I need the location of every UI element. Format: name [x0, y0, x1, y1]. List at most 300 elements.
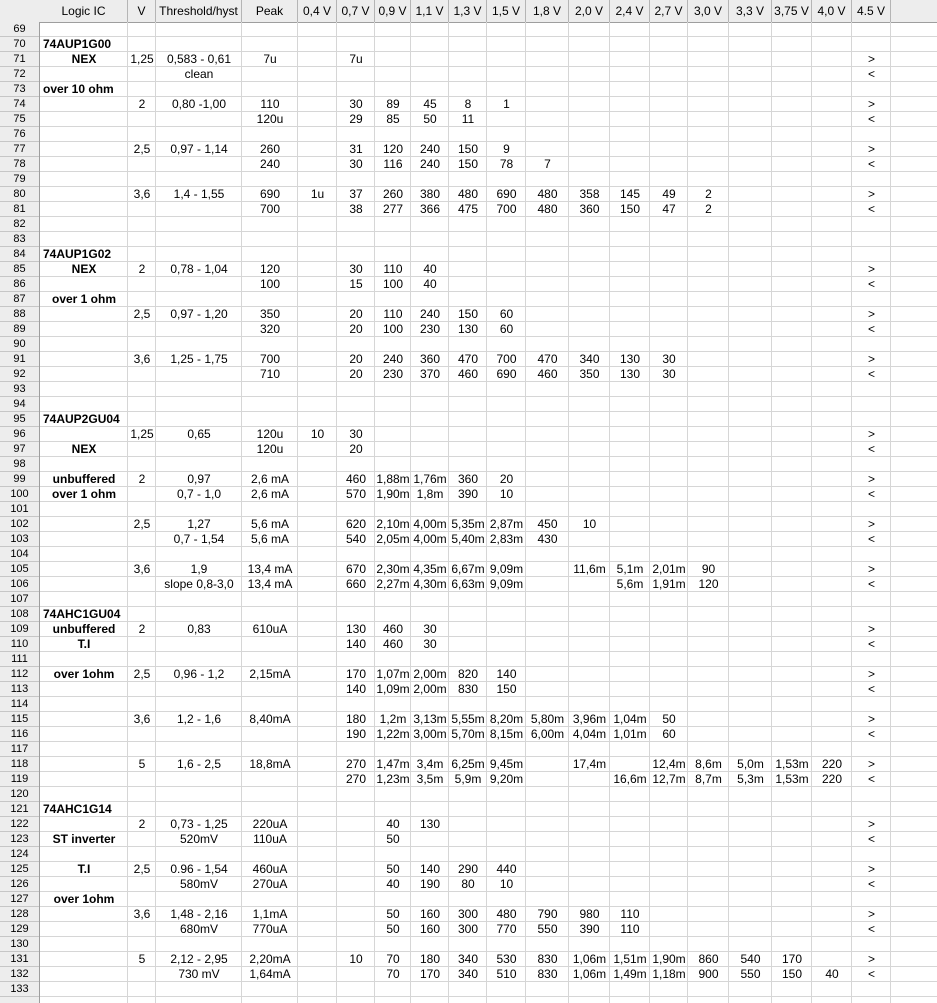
row-header[interactable]: 105 [0, 562, 39, 577]
row-header[interactable]: 69 [0, 22, 39, 37]
row-header[interactable]: 78 [0, 157, 39, 172]
cell-v15[interactable]: 9,09m [489, 562, 524, 576]
cell-th[interactable]: 1,27 [187, 517, 211, 531]
cell-v20[interactable]: 4,04m [572, 727, 607, 741]
cell-v15[interactable]: 60 [499, 307, 514, 321]
cell-v07[interactable]: 7u [349, 52, 363, 66]
row-header[interactable]: 77 [0, 142, 39, 157]
column-header-v24[interactable]: 2,4 V [610, 0, 650, 22]
cell-v375[interactable]: 1,53m [775, 757, 809, 771]
cell-v11[interactable]: 130 [419, 817, 441, 831]
cell-ic[interactable]: unbuffered [52, 472, 116, 486]
cell-v09[interactable]: 100 [382, 277, 404, 291]
cell-v45[interactable]: > [867, 97, 875, 111]
cell-peak[interactable]: 2,6 mA [250, 487, 289, 501]
cell-peak[interactable]: 120 [259, 262, 281, 276]
cell-v15[interactable]: 690 [496, 367, 517, 381]
cell-v18[interactable]: 6,00m [530, 727, 565, 741]
cell-v15[interactable]: 8,20m [489, 712, 524, 726]
row-header[interactable]: 88 [0, 307, 39, 322]
row-header[interactable]: 120 [0, 787, 39, 802]
row-header[interactable]: 121 [0, 802, 39, 817]
row-header[interactable]: 119 [0, 772, 39, 787]
cell-v33[interactable]: 5,3m [737, 772, 764, 786]
cell-v07[interactable]: 130 [345, 622, 367, 636]
cell-th[interactable]: 2,12 - 2,95 [170, 952, 228, 966]
cell-v27[interactable]: 49 [662, 187, 676, 201]
cell-v09[interactable]: 240 [382, 352, 404, 366]
cell-peak[interactable]: 320 [259, 322, 281, 336]
cell-v15[interactable]: 2,83m [489, 532, 524, 546]
cell-v15[interactable]: 20 [499, 472, 514, 486]
cell-peak[interactable]: 350 [259, 307, 281, 321]
row-header[interactable]: 83 [0, 232, 39, 247]
cell-v09[interactable]: 1,22m [376, 727, 410, 741]
cell-v30[interactable]: 8,7m [695, 772, 722, 786]
cell-th[interactable]: 0.96 - 1,54 [170, 862, 228, 876]
cell-v45[interactable]: > [867, 52, 875, 66]
cell-v15[interactable]: 9,20m [489, 772, 524, 786]
cell-th[interactable]: 0,97 - 1,20 [170, 307, 228, 321]
cell-v13[interactable]: 6,67m [451, 562, 485, 576]
cell-v11[interactable]: 40 [423, 262, 437, 276]
column-header-v15[interactable]: 1,5 V [487, 0, 526, 22]
cell-ic[interactable]: unbuffered [52, 622, 116, 636]
cell-v45[interactable]: < [867, 157, 875, 171]
cell-v18[interactable]: 550 [537, 922, 558, 936]
cell-peak[interactable]: 460uA [252, 862, 288, 876]
cell-v45[interactable]: < [867, 442, 875, 456]
row-header[interactable]: 104 [0, 547, 39, 562]
row-header[interactable]: 73 [0, 82, 39, 97]
cell-v24[interactable]: 145 [619, 187, 641, 201]
cell-v45[interactable]: < [867, 637, 875, 651]
cell-v24[interactable]: 110 [620, 907, 640, 921]
cell-v45[interactable]: < [867, 367, 875, 381]
cell-v45[interactable]: < [867, 832, 875, 846]
cell-v11[interactable]: 190 [419, 877, 441, 891]
cell-v15[interactable]: 60 [499, 322, 514, 336]
row-header[interactable]: 129 [0, 922, 39, 937]
row-header[interactable]: 114 [0, 697, 39, 712]
cell-v40[interactable]: 220 [821, 757, 843, 771]
cell-v11[interactable]: 380 [419, 187, 441, 201]
cell-peak[interactable]: 700 [259, 202, 281, 216]
column-header-v[interactable]: V [128, 0, 156, 22]
row-header[interactable]: 99 [0, 472, 39, 487]
row-header[interactable]: 128 [0, 907, 39, 922]
row-header[interactable]: 96 [0, 427, 39, 442]
row-header[interactable]: 89 [0, 322, 39, 337]
cell-v27[interactable]: 1,91m [652, 577, 686, 591]
row-header[interactable]: 79 [0, 172, 39, 187]
cell-v11[interactable]: 3,5m [416, 772, 444, 786]
cell-ic[interactable]: NEX [71, 442, 97, 456]
row-header[interactable]: 100 [0, 487, 39, 502]
column-header-peak[interactable]: Peak [242, 0, 298, 22]
cell-v20[interactable]: 358 [579, 187, 600, 201]
row-header[interactable]: 111 [0, 652, 39, 667]
cell-v11[interactable]: 140 [419, 862, 441, 876]
cell-v15[interactable]: 690 [496, 187, 517, 201]
cell-v18[interactable]: 790 [537, 907, 558, 921]
cell-v13[interactable]: 5,40m [451, 532, 485, 546]
cell-v13[interactable]: 6,63m [451, 577, 485, 591]
cell-v45[interactable]: > [867, 667, 875, 681]
cell-v[interactable]: 3,6 [133, 562, 151, 576]
cell-v07[interactable]: 30 [349, 157, 363, 171]
row-header[interactable]: 108 [0, 607, 39, 622]
cell-peak[interactable]: 770uA [252, 922, 288, 936]
row-header[interactable]: 97 [0, 442, 39, 457]
cell-v30[interactable]: 2 [705, 202, 712, 216]
cell-v04[interactable]: 10 [310, 427, 325, 441]
cell-th[interactable]: 0,583 - 0,61 [166, 52, 232, 66]
column-header-ic[interactable]: Logic IC [40, 0, 128, 22]
row-header[interactable]: 112 [0, 667, 39, 682]
row-header[interactable]: 93 [0, 382, 39, 397]
cell-v30[interactable]: 860 [698, 952, 719, 966]
cell-v18[interactable]: 460 [537, 367, 558, 381]
cell-v20[interactable]: 17,4m [572, 757, 607, 771]
cell-v09[interactable]: 100 [382, 322, 404, 336]
cell-v[interactable]: 2 [138, 472, 146, 486]
cell-v07[interactable]: 20 [349, 442, 363, 456]
cell-v15[interactable]: 150 [496, 682, 517, 696]
cell-th[interactable]: 730 mV [178, 967, 220, 981]
cell-th[interactable]: slope 0,8-3,0 [164, 577, 234, 591]
cell-peak[interactable]: 2,15mA [249, 667, 291, 681]
cell-v07[interactable]: 20 [349, 352, 363, 366]
cell-v[interactable]: 2,5 [133, 862, 151, 876]
cell-ic[interactable]: NEX [71, 262, 97, 276]
cell-v27[interactable]: 60 [662, 727, 676, 741]
row-header[interactable]: 91 [0, 352, 39, 367]
row-header[interactable]: 71 [0, 52, 39, 67]
cell-ic[interactable]: 74AHC1G14 [43, 802, 112, 816]
row-header[interactable]: 131 [0, 952, 39, 967]
cell-v40[interactable]: 220 [821, 772, 843, 786]
cell-v07[interactable]: 30 [349, 262, 363, 276]
cell-v45[interactable]: > [867, 952, 875, 966]
cell-v27[interactable]: 50 [662, 712, 676, 726]
row-header[interactable]: 86 [0, 277, 39, 292]
cell-v07[interactable]: 38 [349, 202, 363, 216]
cell-v18[interactable]: 830 [537, 952, 558, 966]
cell-v45[interactable]: < [867, 322, 875, 336]
cell-th[interactable]: 1,4 - 1,55 [173, 187, 225, 201]
cell-v18[interactable]: 830 [537, 967, 558, 981]
cell-v13[interactable]: 460 [457, 367, 479, 381]
cell-v20[interactable]: 360 [579, 202, 600, 216]
column-header-v09[interactable]: 0,9 V [375, 0, 411, 22]
cell-peak[interactable]: 5,6 mA [250, 517, 289, 531]
cell-v27[interactable]: 2,01m [652, 562, 686, 576]
cell-v07[interactable]: 20 [349, 322, 363, 336]
row-header[interactable]: 127 [0, 892, 39, 907]
cell-v09[interactable]: 50 [386, 862, 400, 876]
cell-v11[interactable]: 45 [423, 97, 437, 111]
cell-v07[interactable]: 10 [349, 952, 363, 966]
cell-ic[interactable]: 74AUP1G02 [43, 247, 112, 261]
cell-v20[interactable]: 1,06m [572, 967, 607, 981]
cell-v45[interactable]: < [867, 772, 875, 786]
cell-v[interactable]: 5 [138, 952, 146, 966]
cell-v11[interactable]: 366 [419, 202, 441, 216]
cell-v13[interactable]: 300 [457, 922, 479, 936]
row-header[interactable]: 84 [0, 247, 39, 262]
cell-v40[interactable]: 40 [825, 967, 839, 981]
cell-v[interactable]: 1,25 [130, 427, 154, 441]
cell-v15[interactable]: 9 [503, 142, 510, 156]
cell-v11[interactable]: 4,00m [413, 517, 447, 531]
cell-th[interactable]: 0,73 - 1,25 [170, 817, 228, 831]
cell-v11[interactable]: 240 [419, 157, 441, 171]
cell-v[interactable]: 2 [138, 622, 146, 636]
cell-v13[interactable]: 470 [457, 352, 479, 366]
cell-v18[interactable]: 450 [537, 517, 558, 531]
cell-v09[interactable]: 40 [386, 877, 400, 891]
cell-v375[interactable]: 170 [781, 952, 803, 966]
cell-v24[interactable]: 16,6m [613, 772, 647, 786]
cell-th[interactable]: 0,7 - 1,54 [173, 532, 225, 546]
cell-v15[interactable]: 78 [499, 157, 514, 171]
cell-v09[interactable]: 50 [386, 922, 400, 936]
cell-v45[interactable]: < [867, 922, 875, 936]
cell-v20[interactable]: 1,06m [572, 952, 607, 966]
column-header-v11[interactable]: 1,1 V [411, 0, 449, 22]
row-header[interactable]: 95 [0, 412, 39, 427]
cell-v07[interactable]: 30 [349, 427, 363, 441]
row-header[interactable]: 118 [0, 757, 39, 772]
cell-v20[interactable]: 11,6m [573, 562, 606, 576]
cell-v07[interactable]: 140 [345, 682, 367, 696]
cell-v07[interactable]: 540 [345, 532, 367, 546]
cell-peak[interactable]: 7u [263, 52, 277, 66]
cell-th[interactable]: 0,7 - 1,0 [176, 487, 222, 501]
cell-v[interactable]: 2,5 [133, 517, 151, 531]
cell-v11[interactable]: 1,76m [413, 472, 447, 486]
cell-v09[interactable]: 120 [382, 142, 404, 156]
row-header[interactable]: 70 [0, 37, 39, 52]
cell-v09[interactable]: 1,90m [376, 487, 410, 501]
cell-v13[interactable]: 830 [457, 682, 479, 696]
cell-v07[interactable]: 30 [349, 97, 363, 111]
cell-v375[interactable]: 1,53m [775, 772, 809, 786]
cell-v09[interactable]: 230 [382, 367, 404, 381]
cell-v20[interactable]: 350 [579, 367, 600, 381]
cell-v33[interactable]: 540 [740, 952, 761, 966]
cell-v45[interactable]: > [867, 187, 875, 201]
row-header[interactable]: 116 [0, 727, 39, 742]
cell-peak[interactable]: 18,8mA [249, 757, 291, 771]
cell-peak[interactable]: 2,20mA [249, 952, 291, 966]
cell-v45[interactable]: < [867, 487, 875, 501]
cell-v09[interactable]: 1,47m [376, 757, 410, 771]
cell-v09[interactable]: 277 [382, 202, 404, 216]
cell-ic[interactable]: over 1ohm [53, 667, 115, 681]
row-header[interactable]: 115 [0, 712, 39, 727]
cell-v15[interactable]: 2,87m [489, 517, 524, 531]
cell-ic[interactable]: over 1 ohm [51, 292, 117, 306]
cell-peak[interactable]: 2,6 mA [250, 472, 289, 486]
cell-peak[interactable]: 1,64mA [249, 967, 291, 981]
cell-v24[interactable]: 1,49m [613, 967, 647, 981]
cell-v13[interactable]: 5,55m [451, 712, 485, 726]
cell-v11[interactable]: 180 [419, 952, 441, 966]
cell-v18[interactable]: 470 [537, 352, 558, 366]
row-header[interactable]: 98 [0, 457, 39, 472]
cell-ic[interactable]: ST inverter [52, 832, 116, 846]
cell-v09[interactable]: 110 [383, 262, 403, 276]
row-header[interactable]: 126 [0, 877, 39, 892]
cell-v09[interactable]: 116 [383, 157, 403, 171]
cell-v45[interactable]: > [867, 307, 875, 321]
cell-v07[interactable]: 570 [345, 487, 367, 501]
cell-th[interactable]: 520mV [179, 832, 219, 846]
row-header[interactable]: 85 [0, 262, 39, 277]
cell-v45[interactable]: > [867, 472, 875, 486]
cell-v13[interactable]: 150 [457, 307, 479, 321]
row-header[interactable]: 82 [0, 217, 39, 232]
cell-ic[interactable]: 74AUP1G00 [43, 37, 112, 51]
cell-v15[interactable]: 9,45m [489, 757, 524, 771]
cell-v11[interactable]: 3,13m [413, 712, 447, 726]
cell-peak[interactable]: 610uA [252, 622, 288, 636]
cell-v45[interactable]: < [867, 112, 875, 126]
cell-v45[interactable]: > [867, 907, 875, 921]
cell-peak[interactable]: 110 [260, 97, 280, 111]
cell-th[interactable]: 0,97 - 1,14 [170, 142, 228, 156]
cell-v07[interactable]: 20 [349, 367, 363, 381]
cell-v09[interactable]: 1,23m [376, 772, 410, 786]
cell-v20[interactable]: 980 [579, 907, 600, 921]
cell-v18[interactable]: 430 [537, 532, 558, 546]
cell-v13[interactable]: 6,25m [451, 757, 485, 771]
cell-v27[interactable]: 1,90m [652, 952, 686, 966]
cell-peak[interactable]: 240 [259, 157, 281, 171]
cell-v45[interactable]: < [867, 202, 875, 216]
cell-v[interactable]: 2 [138, 97, 146, 111]
cell-th[interactable]: 0,80 -1,00 [171, 97, 227, 111]
cell-v13[interactable]: 390 [457, 487, 479, 501]
cell-v[interactable]: 3,6 [133, 712, 151, 726]
cell-v45[interactable]: < [867, 682, 875, 696]
cell-v15[interactable]: 510 [496, 967, 517, 981]
cell-peak[interactable]: 690 [259, 187, 281, 201]
cell-v15[interactable]: 530 [496, 952, 517, 966]
row-header[interactable]: 107 [0, 592, 39, 607]
cell-th[interactable]: 680mV [179, 922, 219, 936]
cell-v24[interactable]: 1,01m [613, 727, 647, 741]
cell-v45[interactable]: > [867, 562, 875, 576]
cell-peak[interactable]: 13,4 mA [247, 562, 293, 576]
cell-v15[interactable]: 700 [496, 202, 517, 216]
cell-v13[interactable]: 290 [457, 862, 479, 876]
cell-v07[interactable]: 140 [345, 637, 367, 651]
cell-v07[interactable]: 29 [349, 112, 363, 126]
cell-v13[interactable]: 475 [457, 202, 479, 216]
cell-peak[interactable]: 100 [259, 277, 281, 291]
cell-v30[interactable]: 120 [698, 577, 719, 591]
cell-v20[interactable]: 10 [582, 517, 597, 531]
cell-v[interactable]: 2,5 [133, 307, 151, 321]
cell-v45[interactable]: < [867, 277, 875, 291]
cell-v07[interactable]: 170 [345, 667, 367, 681]
row-header[interactable]: 74 [0, 97, 39, 112]
cell-v45[interactable]: < [867, 577, 875, 591]
cell-v45[interactable]: > [867, 352, 875, 366]
cell-v24[interactable]: 5,1m [616, 562, 644, 576]
cell-v45[interactable]: < [867, 967, 875, 981]
cell-v11[interactable]: 230 [419, 322, 441, 336]
row-header[interactable]: 90 [0, 337, 39, 352]
row-header[interactable]: 123 [0, 832, 39, 847]
cell-v11[interactable]: 4,00m [413, 532, 447, 546]
cell-peak[interactable]: 5,6 mA [250, 532, 289, 546]
cell-v13[interactable]: 150 [457, 157, 479, 171]
cell-v[interactable]: 3,6 [133, 907, 151, 921]
cell-v07[interactable]: 270 [345, 757, 367, 771]
cell-th[interactable]: 0,65 [187, 427, 211, 441]
cell-v27[interactable]: 12,4m [652, 757, 686, 771]
cell-ic[interactable]: 74AUP2GU04 [43, 412, 120, 426]
cell-v11[interactable]: 4,30m [413, 577, 447, 591]
row-header[interactable]: 102 [0, 517, 39, 532]
cell-v09[interactable]: 1,88m [376, 472, 410, 486]
cell-v11[interactable]: 170 [419, 967, 441, 981]
cell-v45[interactable]: < [867, 877, 875, 891]
row-header[interactable]: 110 [0, 637, 39, 652]
cell-v30[interactable]: 900 [698, 967, 719, 981]
cell-v13[interactable]: 5,9m [454, 772, 482, 786]
cell-v09[interactable]: 460 [382, 637, 404, 651]
cell-th[interactable]: 1,9 [190, 562, 208, 576]
cell-v18[interactable]: 5,80m [530, 712, 565, 726]
cell-v07[interactable]: 190 [345, 727, 367, 741]
cell-v09[interactable]: 1,07m [376, 667, 410, 681]
cell-v24[interactable]: 1,51m [613, 952, 647, 966]
cell-v09[interactable]: 85 [386, 112, 400, 126]
cell-v07[interactable]: 670 [345, 562, 367, 576]
cell-v11[interactable]: 360 [419, 352, 441, 366]
cell-ic[interactable]: 74AHC1GU04 [43, 607, 121, 621]
column-header-v07[interactable]: 0,7 V [337, 0, 375, 22]
cell-v09[interactable]: 460 [382, 622, 404, 636]
cell-ic[interactable]: NEX [71, 52, 97, 66]
cell-v24[interactable]: 5,6m [616, 577, 644, 591]
cell-v15[interactable]: 1 [503, 97, 510, 111]
cell-v11[interactable]: 40 [423, 277, 437, 291]
cell-v20[interactable]: 3,96m [572, 712, 607, 726]
column-header-v33[interactable]: 3,3 V [729, 0, 772, 22]
row-header[interactable]: 76 [0, 127, 39, 142]
cell-v11[interactable]: 240 [419, 142, 441, 156]
cell-v27[interactable]: 47 [662, 202, 676, 216]
row-header[interactable]: 113 [0, 682, 39, 697]
column-header-v45[interactable]: 4.5 V [852, 0, 891, 22]
cell-peak[interactable]: 110uA [253, 832, 287, 846]
row-header[interactable]: 125 [0, 862, 39, 877]
cell-v30[interactable]: 2 [705, 187, 712, 201]
column-header-v27[interactable]: 2,7 V [650, 0, 688, 22]
cell-v45[interactable]: > [867, 262, 875, 276]
cell-v33[interactable]: 5,0m [737, 757, 764, 771]
cell-v09[interactable]: 50 [386, 832, 400, 846]
column-header-v375[interactable]: 3,75 V [772, 0, 812, 22]
cell-v33[interactable]: 550 [740, 967, 761, 981]
cell-th[interactable]: 1,6 - 2,5 [176, 757, 222, 771]
